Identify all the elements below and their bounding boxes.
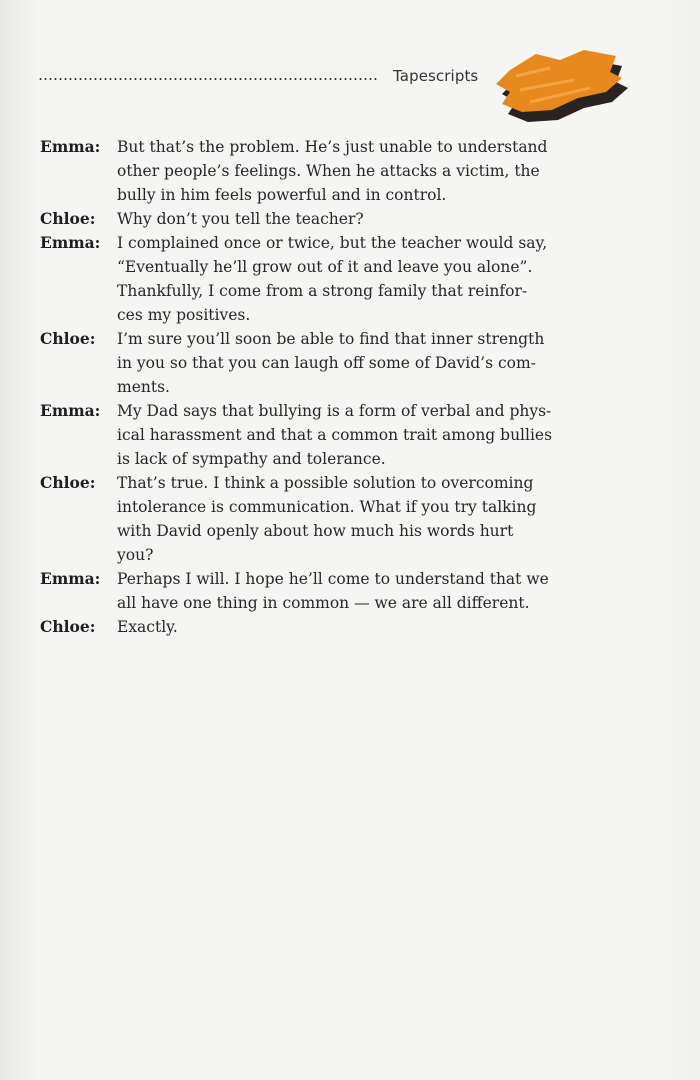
text-line: Why don’t you tell the teacher?: [117, 210, 364, 228]
text-line: I’m sure you’ll soon be able to find that inner strength: [117, 330, 545, 348]
text-line: ical harassment and that a common trait among bullies: [117, 426, 553, 444]
turn-text: [117, 207, 630, 231]
dialogue-turn: [40, 327, 630, 399]
turn-text: [117, 135, 630, 207]
text-line: all have one thing in common — we are all different.: [117, 594, 530, 612]
turn-text: [117, 327, 630, 399]
text-line: But that’s the problem. He’s just unable to understand: [117, 138, 548, 156]
text-line: in you so that you can laugh off some of David’s com-: [117, 354, 536, 372]
text-line: I complained once or twice, but the teacher would say,: [117, 234, 548, 252]
speaker-label: Chloe:: [40, 329, 96, 348]
dotted-leader: [38, 78, 378, 80]
text-line: That’s true. I think a possible solution to overcoming: [117, 474, 534, 492]
dialogue-turn: [40, 135, 630, 207]
speaker-label: Emma:: [40, 137, 101, 156]
dialogue-turn: [40, 207, 630, 231]
dialogue-turn: [40, 231, 630, 327]
text-line: “Eventually he’ll grow out of it and leave you alone”.: [117, 258, 533, 276]
text-line: ments.: [117, 378, 170, 396]
speaker-label: Emma:: [40, 401, 101, 420]
text-line: Exactly.: [117, 618, 178, 636]
text-line: ces my positives.: [117, 306, 251, 324]
text-line: other people’s feelings. When he attacks a victim, the: [117, 162, 540, 180]
speaker-label: Emma:: [40, 569, 101, 588]
turn-text: [117, 567, 630, 615]
turn-text: [117, 471, 630, 567]
turn-text: [117, 399, 630, 471]
dialogue-turn: [40, 471, 630, 567]
text-line: My Dad says that bullying is a form of verbal and phys-: [117, 402, 552, 420]
speaker-label: Chloe:: [40, 209, 96, 228]
text-line: with David openly about how much his words hurt: [117, 522, 514, 540]
dialogue: [40, 135, 630, 639]
dialogue-turn: [40, 615, 630, 639]
dialogue-turn: [40, 399, 630, 471]
speaker-label: Emma:: [40, 233, 101, 252]
text-line: you?: [117, 546, 154, 564]
text-line: is lack of sympathy and tolerance.: [117, 450, 386, 468]
text-line: intolerance is communication. What if you try talking: [117, 498, 537, 516]
speaker-label: Chloe:: [40, 473, 96, 492]
text-line: Perhaps I will. I hope he’ll come to understand that we: [117, 570, 549, 588]
section-title: Tapescripts: [393, 67, 479, 85]
brush-stroke-icon: [490, 46, 630, 126]
speaker-label: Chloe:: [40, 617, 96, 636]
turn-text: [117, 231, 630, 327]
text-line: bully in him feels powerful and in control.: [117, 186, 447, 204]
turn-text: [117, 615, 630, 639]
text-line: Thankfully, I come from a strong family that reinfor-: [117, 282, 528, 300]
dialogue-turn: [40, 567, 630, 615]
